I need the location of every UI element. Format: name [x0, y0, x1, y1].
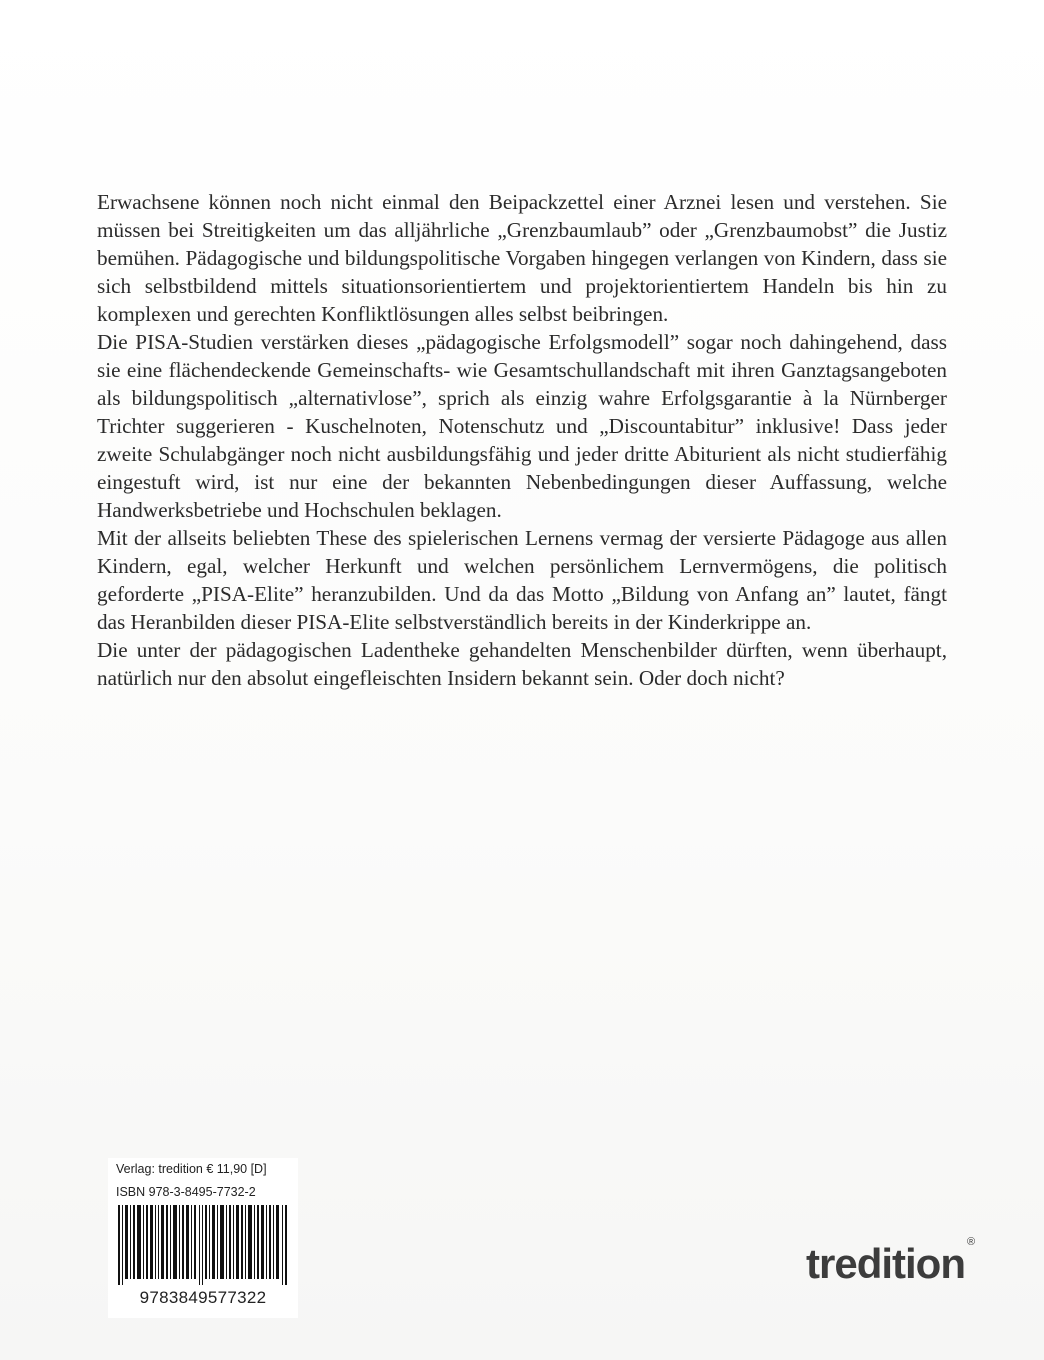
barcode-digits: 9783849577322: [139, 1288, 267, 1307]
logo-text: tredition: [806, 1240, 965, 1287]
blurb-paragraph-1: Erwachsene können noch nicht einmal den Beipackzettel einer Arznei lesen und verstehen. Sie müssen bei Streitigkeiten um das alljährliche „Grenzbaumlaub” oder „Grenzbaumobst” die Justiz bemühen. Pädagogische und bildungspolitische Vorgaben hingegen verlangen von Kindern, dass sie sich selbstbildend mittels situationsorientiertem und projektorientiertem Handeln bis hin zu komplexen und gerechten Konfliktlösungen alles selbst beibringen.: [97, 190, 947, 326]
isbn-barcode-panel: [108, 1158, 298, 1318]
isbn-label: ISBN 978-3-8495-7732-2: [116, 1185, 256, 1199]
blurb-text: [97, 188, 947, 692]
publisher-logo: [806, 1236, 975, 1288]
blurb-paragraph-2: Die PISA-Studien verstärken dieses „pädagogische Erfolgsmodell” sogar noch dahingehend, dass sie eine flächendeckende Gemeinschafts- wie Gesamtschullandschaft mit ihren Ganztagsangeboten als bildungspolitisch „alternativlose”, sprich als einzig wahre Erfolgsgarantie à la Nürnberger Trichter suggerieren - Kuschelnoten, Notenschutz und „Discountabitur” inklusive! Dass jeder zweite Schulabgänger noch nicht ausbildungsfähig und jeder dritte Abiturient als nicht studierfähig eingestuft wird, ist nur eine der bekannten Nebenbedingungen dieser Auffassung, welche Handwerksbetriebe und Hochschulen beklagen.: [97, 330, 947, 522]
blurb-paragraph-4: Die unter der pädagogischen Ladentheke gehandelten Menschenbilder dürften, wenn überhaupt, natürlich nur den absolut eingefleischten Insidern bekannt sein. Oder doch nicht?: [97, 638, 947, 690]
barcode-icon: [118, 1205, 288, 1285]
registered-mark: ®: [966, 1236, 975, 1248]
publisher-price-label: Verlag: tredition € 11,90 [D]: [116, 1162, 267, 1176]
blurb-paragraph-3: Mit der allseits beliebten These des spielerischen Lernens vermag der versierte Pädagoge aus allen Kindern, egal, welcher Herkunft und welchen persönlichem Lernvermögens, die politisch geforderte „PISA-Elite” heranzubilden. Und da das Motto „Bildung von Anfang an” lautet, fängt das Heranbilden dieser PISA-Elite selbstverständlich bereits in der Kinderkrippe an.: [97, 526, 947, 634]
